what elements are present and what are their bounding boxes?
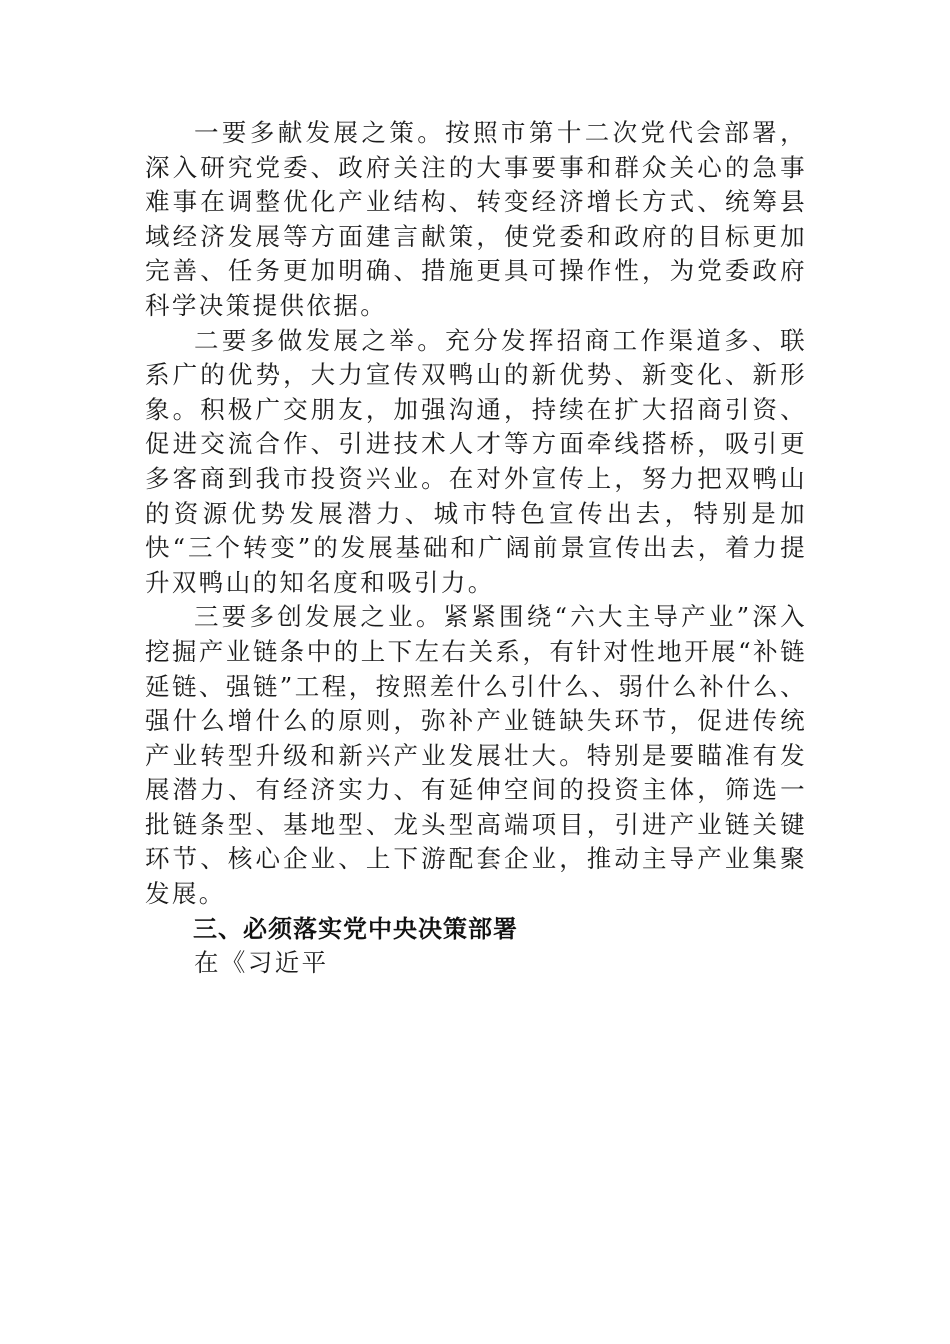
document-body xyxy=(145,116,807,981)
trailing-paragraph: 在《习近平 xyxy=(194,948,329,978)
section-heading: 三、必须落实党中央决策部署 xyxy=(193,914,518,943)
paragraph-2: 二要多做发展之举。充分发挥招商工作渠道多、联系广的优势，大力宣传双鸭山的新优势、新变化、新形象。积极广交朋友，加强沟通，持续在扩大招商引资、促进交流合作、引进技术人才等方面牵线搭桥，吸引更多客商到我市投资兴业。在对外宣传上，努力把双鸭山的资源优势发展潜力、城市特色宣传出去，特别是加快“三个转变”的发展基础和广阔前景宣传出去，着力提升双鸭山的知名度和吸引力。 xyxy=(145,325,807,597)
paragraph-1: 一要多献发展之策。按照市第十二次党代会部署，深入研究党委、政府关注的大事要事和群众关心的急事难事在调整优化产业结构、转变经济增长方式、统筹县域经济发展等方面建言献策，使党委和政府的目标更加完善、任务更加明确、措施更具可操作性，为党委政府科学决策提供依据。 xyxy=(145,118,807,320)
paragraph-3: 三要多创发展之业。紧紧围绕“六大主导产业”深入挖掘产业链条中的上下左右关系，有针对性地开展“补链延链、强链”工程，按照差什么引什么、弱什么补什么、强什么增什么的原则，弥补产业链缺失环节，促进传统产业转型升级和新兴产业发展壮大。特别是要瞄准有发展潜力、有经济实力、有延伸空间的投资主体，筛选一批链条型、基地型、龙头型高端项目，引进产业链关键环节、核心企业、上下游配套企业，推动主导产业集聚发展。 xyxy=(145,602,807,909)
